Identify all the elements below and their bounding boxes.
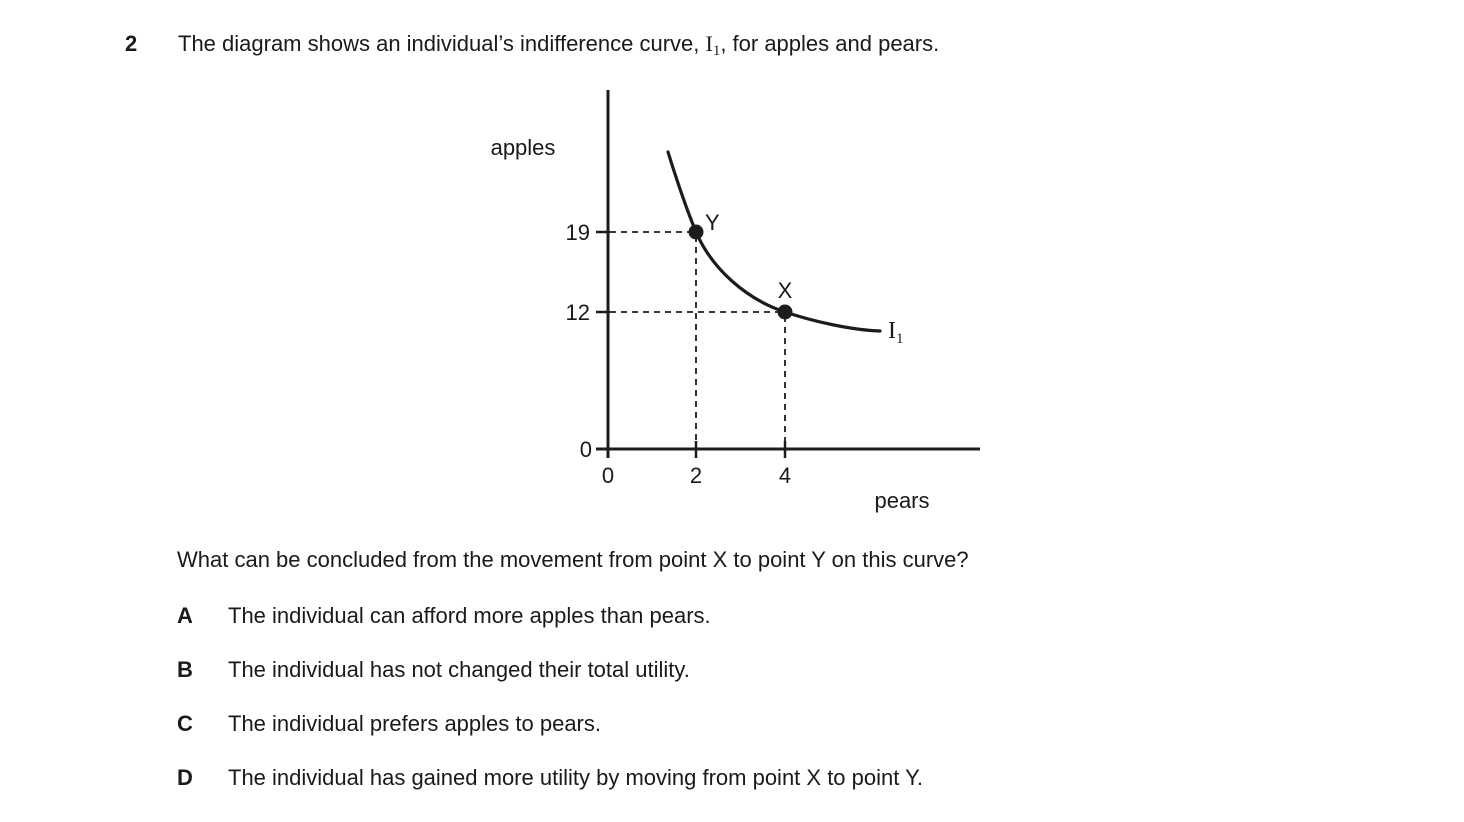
option-c-text: The individual prefers apples to pears. <box>228 711 601 736</box>
y-tick-label-12: 12 <box>565 300 590 325</box>
x-tick-label-4: 4 <box>778 463 792 488</box>
option-d <box>177 766 923 790</box>
indifference-curve-symbol: I <box>705 31 713 56</box>
x-tick-label-0: 0 <box>601 463 615 488</box>
point-x-label: X <box>777 278 793 303</box>
point-y-dot <box>689 225 704 240</box>
y-tick-label-0: 0 <box>579 437 592 462</box>
option-a <box>177 604 923 628</box>
question-intro <box>178 31 939 64</box>
question-intro-after: , for apples and pears. <box>720 31 940 56</box>
option-d-text: The individual has gained more utility by moving from point X to point Y. <box>228 765 924 790</box>
option-c <box>177 712 923 736</box>
point-x-dot <box>778 305 793 320</box>
point-y-label: Y <box>705 210 720 235</box>
curve-label-i1 <box>888 318 904 347</box>
question-prompt: What can be concluded from the movement from point X to point Y on this curve? <box>177 547 969 572</box>
y-tick-label-19: 19 <box>565 220 590 245</box>
option-d-letter: D <box>177 765 193 790</box>
curve-label-main: I <box>888 318 896 344</box>
answer-options <box>177 604 923 820</box>
curve-label-sub: 1 <box>896 331 904 347</box>
diagram-svg <box>450 88 1010 528</box>
option-b-letter: B <box>177 657 193 682</box>
y-axis-label: apples <box>490 135 556 160</box>
question-header <box>125 31 939 64</box>
option-b-text: The individual has not changed their total utility. <box>228 657 690 682</box>
option-a-letter: A <box>177 603 193 628</box>
question-number: 2 <box>125 31 138 56</box>
x-tick-label-2: 2 <box>689 463 703 488</box>
option-a-text: The individual can afford more apples than pears. <box>228 603 711 628</box>
question-intro-before: The diagram shows an individual’s indifference curve, <box>178 31 706 56</box>
indifference-curve <box>668 152 880 331</box>
indifference-curve-diagram <box>450 88 1010 528</box>
indifference-curve-symbol-sub: 1 <box>712 43 721 59</box>
option-b <box>177 658 923 682</box>
x-axis-label: pears <box>874 488 930 513</box>
option-c-letter: C <box>177 711 193 736</box>
